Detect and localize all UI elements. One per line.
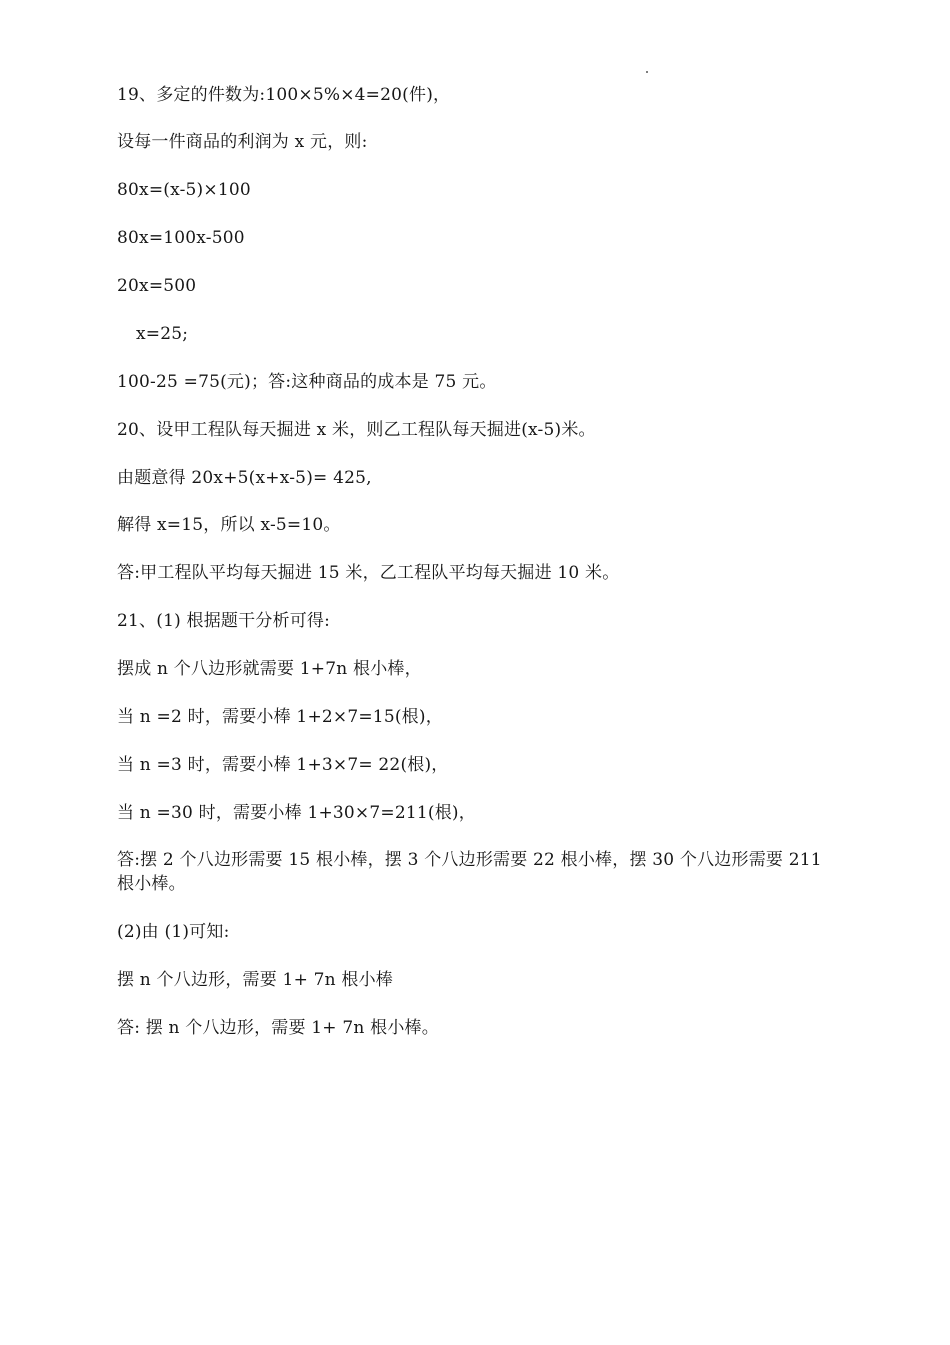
q19-line-3: 80x=(x-5)×100 [117, 180, 251, 200]
q21-answer-2: 答: 摆 n 个八边形，需要 1+ 7n 根小棒。 [117, 1018, 439, 1038]
q21-line-1: 21、(1) 根据题干分析可得: [117, 611, 331, 631]
q20-line-3: 解得 x=15，所以 x-5=10。 [117, 515, 341, 535]
q19-answer: 100-25 =75(元)；答:这种商品的成本是 75 元。 [117, 372, 497, 392]
q19-line-5: 20x=500 [117, 276, 197, 296]
q19-line-1: 19、多定的件数为:100×5%×4=20(件)， [117, 85, 451, 105]
q21-part2-line-1: (2)由 (1)可知: [117, 922, 230, 942]
q19-line-2: 设每一件商品的利润为 x 元，则: [117, 132, 368, 152]
q20-line-2: 由题意得 20x+5(x+x-5)= 425, [117, 468, 372, 488]
q21-line-3: 当 n =2 时，需要小棒 1+2×7=15(根)， [117, 707, 443, 727]
q21-part2-line-2: 摆 n 个八边形，需要 1+ 7n 根小棒 [117, 970, 393, 990]
scan-speck [646, 71, 648, 73]
q20-line-1: 20、设甲工程队每天掘进 x 米，则乙工程队每天掘进(x-5)米。 [117, 420, 596, 440]
q21-line-4: 当 n =3 时，需要小棒 1+3×7= 22(根)， [117, 755, 449, 775]
q21-line-2: 摆成 n 个八边形就需要 1+7n 根小棒， [117, 659, 422, 679]
q19-line-6: x=25; [136, 324, 189, 344]
q21-answer-1: 答:摆 2 个八边形需要 15 根小棒，摆 3 个八边形需要 22 根小棒，摆 30 个八边形需要 211 根小棒。 [117, 850, 822, 894]
q21-line-5: 当 n =30 时，需要小棒 1+30×7=211(根)， [117, 803, 476, 823]
q19-line-4: 80x=100x-500 [117, 228, 245, 248]
q20-answer: 答:甲工程队平均每天掘进 15 米，乙工程队平均每天掘进 10 米。 [117, 563, 620, 583]
